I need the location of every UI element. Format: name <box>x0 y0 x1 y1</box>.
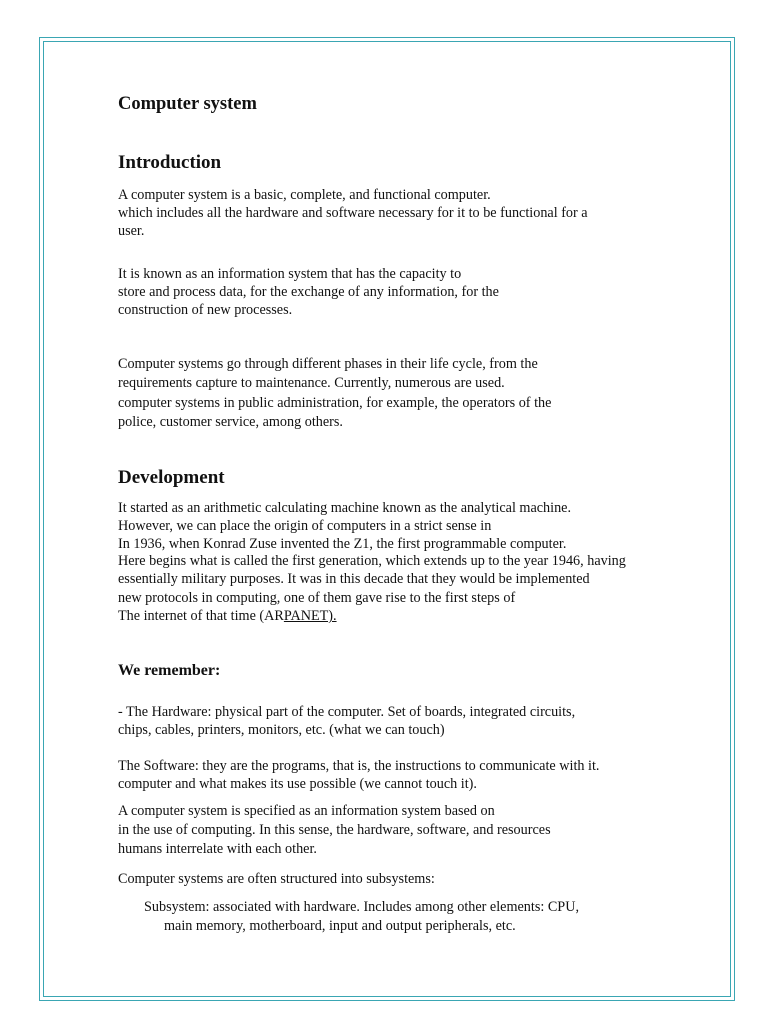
intro-p2-line: It is known as an information system that has the capacity to <box>118 266 462 282</box>
development-line: In 1936, when Konrad Zuse invented the Z1, the first programmable computer. <box>118 536 567 552</box>
intro-p3-line: computer systems in public administration, for example, the operators of the <box>118 395 552 411</box>
software-line: computer and what makes its use possible (we cannot touch it). <box>118 776 477 792</box>
development-line: It started as an arithmetic calculating machine known as the analytical machine. <box>118 500 572 516</box>
introduction-heading: Introduction <box>118 152 222 173</box>
document-title: Computer system <box>118 94 257 114</box>
development-line: However, we can place the origin of computers in a strict sense in <box>118 518 492 534</box>
development-line: Here begins what is called the first generation, which extends up to the year 1946, having <box>118 553 626 569</box>
intro-p3-line: police, customer service, among others. <box>118 414 343 430</box>
subsystems-intro: Computer systems are often structured into subsystems: <box>118 871 435 887</box>
intro-p2-line: store and process data, for the exchange of any information, for the <box>118 284 499 300</box>
intro-p3-line: Computer systems go through different phases in their life cycle, from the <box>118 356 538 372</box>
development-heading: Development <box>118 467 225 488</box>
spec-line: humans interrelate with each other. <box>118 841 317 857</box>
intro-p1-line: user. <box>118 223 145 239</box>
spec-line: A computer system is specified as an information system based on <box>118 803 495 819</box>
intro-p2-line: construction of new processes. <box>118 302 293 318</box>
spec-line: in the use of computing. In this sense, the hardware, software, and resources <box>118 822 551 838</box>
arpanet-link[interactable]: PANET). <box>283 608 337 624</box>
software-line: The Software: they are the programs, that is, the instructions to communicate with it. <box>118 758 600 774</box>
intro-p1-line: which includes all the hardware and software necessary for it to be functional for a <box>118 205 588 221</box>
bullet-continuation: main memory, motherboard, input and output peripherals, etc. <box>164 918 516 934</box>
development-last-line <box>118 607 337 625</box>
intro-p3-line: requirements capture to maintenance. Currently, numerous are used. <box>118 375 505 391</box>
development-line: new protocols in computing, one of them gave rise to the first steps of <box>118 590 516 606</box>
bullet-text: Subsystem: associated with hardware. Includes among other elements: CPU, <box>144 899 579 915</box>
bullet-item <box>144 898 579 916</box>
intro-p1-line: A computer system is a basic, complete, and functional computer. <box>118 187 491 203</box>
we-remember-heading: We remember: <box>118 662 221 679</box>
development-last-line-text: The internet of that time (AR <box>118 608 284 624</box>
development-line: essentially military purposes. It was in this decade that they would be implemented <box>118 571 590 587</box>
hardware-line: chips, cables, printers, monitors, etc. (what we can touch) <box>118 722 445 738</box>
hardware-line: - The Hardware: physical part of the computer. Set of boards, integrated circuits, <box>118 704 576 720</box>
